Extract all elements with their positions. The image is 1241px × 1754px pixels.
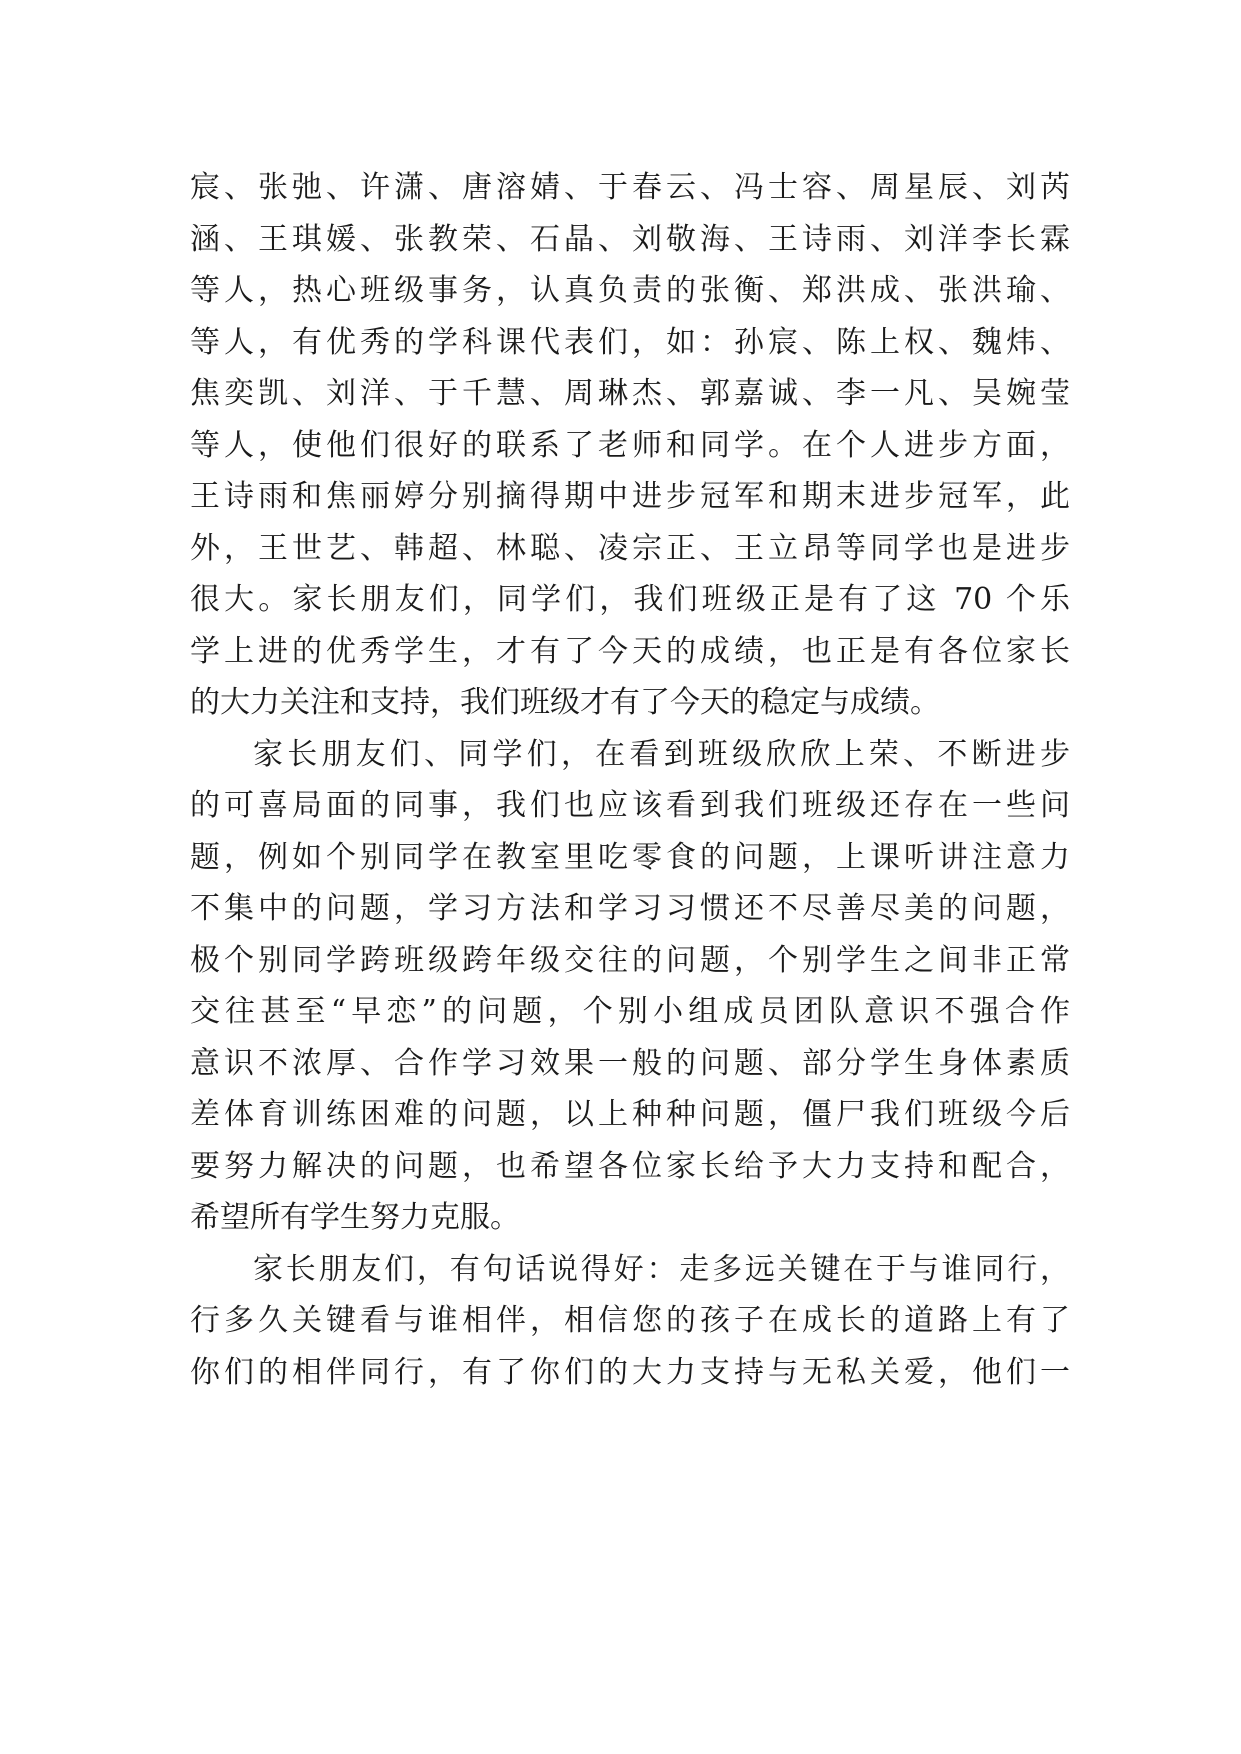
text-line: 意识不浓厚、合作学习效果一般的问题、部分学生身体素质 xyxy=(190,1045,1070,1081)
text-line: 宸、张弛、许潇、唐溶婧、于春云、冯士容、周星辰、刘芮 xyxy=(190,170,1070,205)
text-line: 要努力解决的问题，也希望各位家长给予大力支持和配合， xyxy=(190,1148,1070,1184)
text-line: 涵、王琪媛、张教荣、石晶、刘敬海、王诗雨、刘洋李长霖 xyxy=(190,221,1070,257)
text-line: 很大。家长朋友们，同学们，我们班级正是有了这 70 个乐 xyxy=(190,582,1070,617)
text-line: 家长朋友们，有句话说得好：走多远关键在于与谁同行， xyxy=(253,1251,1070,1287)
text-line: 等人，热心班级事务，认真负责的张衡、郑洪成、张洪瑜、 xyxy=(190,273,1070,308)
text-line: 的可喜局面的同事，我们也应该看到我们班级还存在一些问 xyxy=(190,788,1070,823)
text-line: 希望所有学生努力克服。 xyxy=(190,1200,520,1235)
text-line: 等人，有优秀的学科课代表们，如：孙宸、陈上权、魏炜、 xyxy=(190,324,1070,360)
text-line: 差体育训练困难的问题，以上种种问题，僵尸我们班级今后 xyxy=(190,1097,1070,1132)
text-line: 交往甚至“早恋”的问题，个别小组成员团队意识不强合作 xyxy=(190,994,1070,1029)
paragraph-2 xyxy=(190,729,1070,1244)
paragraph-3 xyxy=(190,1244,1070,1399)
text-line: 的大力关注和支持，我们班级才有了今天的稳定与成绩。 xyxy=(190,685,940,720)
text-line: 王诗雨和焦丽婷分别摘得期中进步冠军和期末进步冠军，此 xyxy=(190,479,1070,514)
text-line: 外，王世艺、韩超、林聪、凌宗正、王立昂等同学也是进步 xyxy=(190,530,1070,566)
text-line: 你们的相伴同行，有了你们的大力支持与无私关爱，他们一 xyxy=(190,1354,1070,1390)
text-line: 焦奕凯、刘洋、于千慧、周琳杰、郭嘉诚、李一凡、吴婉莹 xyxy=(190,376,1070,411)
document-body xyxy=(190,162,1070,1398)
text-line: 题，例如个别同学在教室里吃零食的问题，上课听讲注意力 xyxy=(190,839,1070,875)
paragraph-1 xyxy=(190,162,1070,729)
text-line: 等人，使他们很好的联系了老师和同学。在个人进步方面， xyxy=(190,427,1070,463)
text-line: 不集中的问题，学习方法和学习习惯还不尽善尽美的问题， xyxy=(190,891,1070,926)
text-line: 家长朋友们、同学们，在看到班级欣欣上荣、不断进步 xyxy=(253,736,1070,772)
text-line: 极个别同学跨班级跨年级交往的问题，个别学生之间非正常 xyxy=(190,942,1070,978)
text-line: 学上进的优秀学生，才有了今天的成绩，也正是有各位家长 xyxy=(190,633,1070,669)
text-line: 行多久关键看与谁相伴，相信您的孩子在成长的道路上有了 xyxy=(190,1303,1070,1338)
